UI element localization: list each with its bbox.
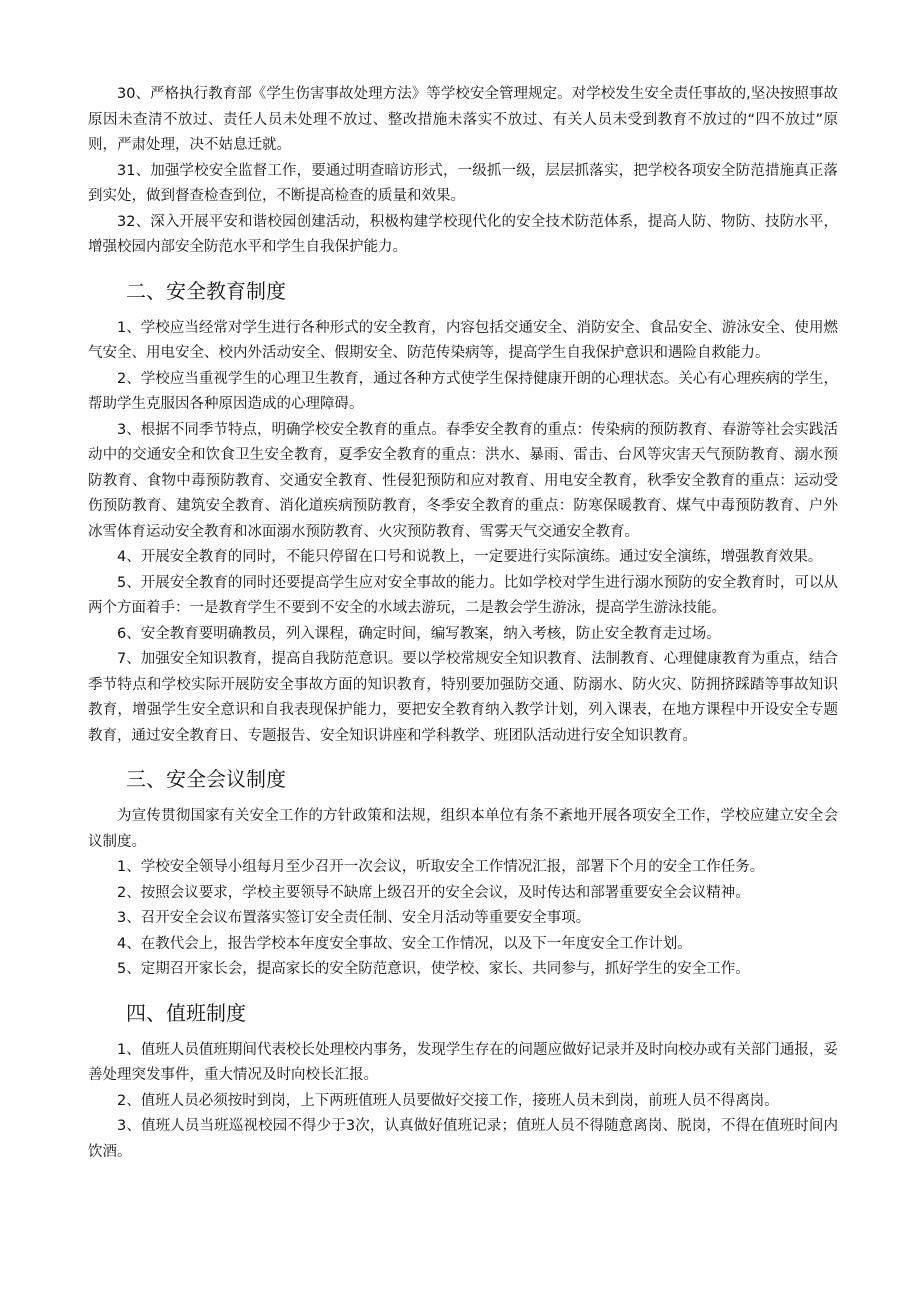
paragraph: 3、根据不同季节特点，明确学校安全教育的重点。春季安全教育的重点：传染病的预防教育、春游等社会实践活动中的交通安全和饮食卫生安全教育，夏季安全教育的重点：洪水、暴雨、雷击、台风等灾害天气预防教育、溺水预防教育、食物中毒预防教育、交通安全教育、性侵犯预防和应对教育、用电安全教育，秋季安全教育的重点：运动受伤预防教育、建筑安全教育、消化道疾病预防教育，冬季安全教育的重点：防寒保暖教育、煤气中毒预防教育、户外冰雪体育运动安全教育和冰面溺水预防教育、火灾预防教育、雪雾天气交通安全教育。 [88, 421, 838, 540]
section-heading: 二、安全教育制度 [126, 278, 286, 303]
paragraph: 3、值班人员当班巡视校园不得少于3次，认真做好值班记录；值班人员不得随意离岗、脱岗，不得在值班时间内饮酒。 [88, 1118, 838, 1160]
document-page [88, 82, 838, 1165]
paragraph: 5、开展安全教育的同时还要提高学生应对安全事故的能力。比如学校对学生进行溺水预防的安全教育时，可以从两个方面着手：一是教育学生不要到不安全的水域去游玩，二是教会学生游泳，提高学生游泳技能。 [88, 574, 838, 616]
section-continuation [88, 82, 838, 261]
section-heading: 四、值班制度 [126, 1000, 246, 1025]
paragraph: 5、定期召开家长会，提高家长的安全防范意识，使学校、家长、共同参与，抓好学生的安全工作。 [117, 961, 750, 977]
paragraph: 4、在教代会上，报告学校本年度安全事故、安全工作情况，以及下一年度安全工作计划。 [117, 935, 692, 952]
paragraph: 2、学校应当重视学生的心理卫生教育，通过各种方式使学生保持健康开朗的心理状态。关心有心理疾病的学生，帮助学生克服因各种原因造成的心理障碍。 [88, 370, 838, 412]
section-heading: 三、安全会议制度 [126, 767, 286, 791]
paragraph: 1、值班人员值班期间代表校长处理校内事务，发现学生存在的问题应做好记录并及时向校办或有关部门通报，妥善处理突发事件，重大情况及时向校长汇报。 [88, 1041, 838, 1083]
paragraph: 为宣传贯彻国家有关安全工作的方针政策和法规，组织本单位有条不紊地开展各项安全工作，学校应建立安全会议制度。 [88, 808, 838, 850]
paragraph: 2、值班人员必须按时到岗，上下两班值班人员要做好交接工作，接班人员未到岗，前班人员不得离岗。 [117, 1092, 779, 1109]
paragraph: 32、深入开展平安和谐校园创建活动，积极构建学校现代化的安全技术防范体系，提高人防、物防、技防水平，增强校园内部安全防范水平和学生自我保护能力。 [88, 213, 838, 255]
paragraph: 4、开展安全教育的同时，不能只停留在口号和说教上，一定要进行实际演练。通过安全演练，增强教育效果。 [117, 549, 823, 565]
paragraph: 2、按照会议要求，学校主要领导不缺席上级召开的安全会议，及时传达和部署重要安全会议精神。 [117, 884, 750, 901]
paragraph: 3、召开安全会议布置落实签订安全责任制、安全月活动等重要安全事项。 [117, 910, 591, 926]
section-safety-education [88, 276, 838, 750]
paragraph: 30、严格执行教育部《学生伤害事故处理方法》等学校安全管理规定。对学校发生安全责任事故的,坚决按照事故原因未查清不放过、责任人员未处理不放过、整改措施未落实不放过、有关人员未受到教育不放过的“四不放过”原则，严肃处理，决不姑息迁就。 [88, 86, 838, 153]
section-safety-meeting [88, 764, 838, 983]
section-duty [88, 998, 838, 1166]
paragraph: 1、学校应当经常对学生进行各种形式的安全教育，内容包括交通安全、消防安全、食品安全、游泳安全、使用燃气安全、用电安全、校内外活动安全、假期安全、防范传染病等，提高学生自我保护意识和遇险自救能力。 [88, 319, 838, 361]
paragraph: 7、加强安全知识教育，提高自我防范意识。要以学校常规安全知识教育、法制教育、心理健康教育为重点，结合季节特点和学校实际开展防安全事故方面的知识教育，特别要加强防交通、防溺水、防火灾、防拥挤踩踏等事故知识教育，增强学生安全意识和自我表现保护能力，要把安全教育纳入教学计划，列入课表，在地方课程中开设安全专题教育，通过安全教育日、专题报告、安全知识讲座和学科教学、班团队活动进行安全知识教育。 [88, 651, 838, 744]
paragraph: 31、加强学校安全监督工作，要通过明查暗访形式，一级抓一级，层层抓落实，把学校各项安全防范措施真正落到实处，做到督查检查到位，不断提高检查的质量和效果。 [88, 162, 838, 204]
paragraph: 1、学校安全领导小组每月至少召开一次会议，听取安全工作情况汇报，部署下个月的安全工作任务。 [117, 859, 765, 875]
paragraph: 6、安全教育要明确教员，列入课程，确定时间，编写教案，纳入考核，防止安全教育走过场。 [117, 625, 721, 642]
